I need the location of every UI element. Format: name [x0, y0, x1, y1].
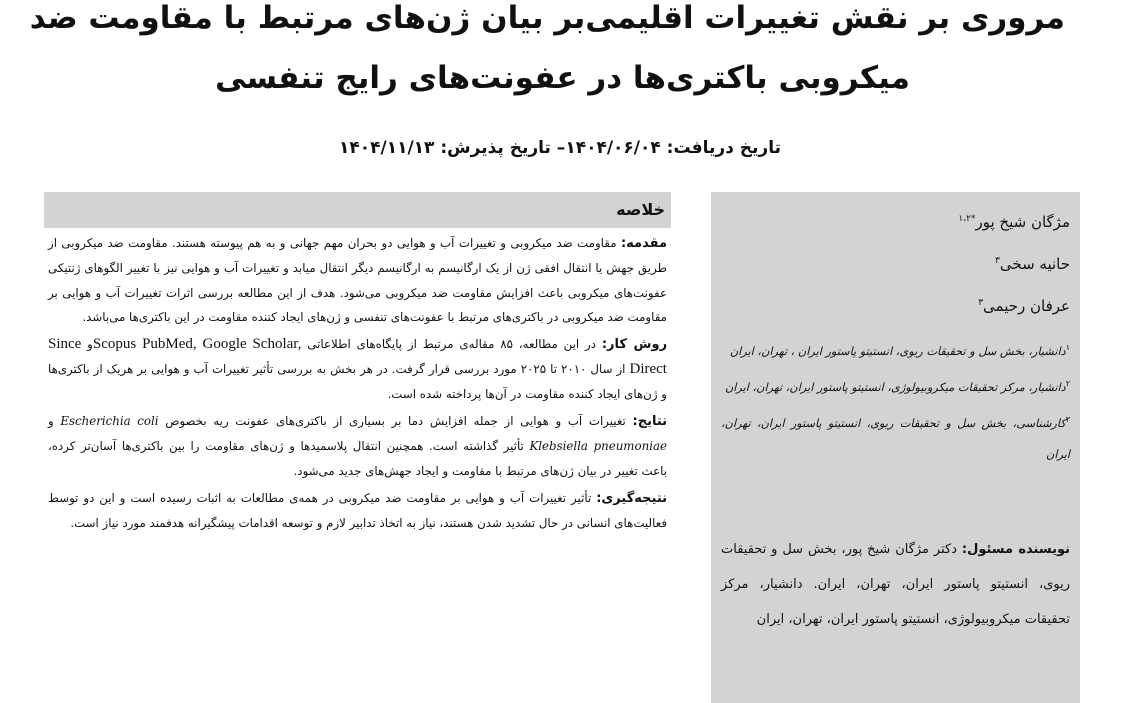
- author-2: [730, 242, 1070, 284]
- author-affiliation-marker: ۳: [978, 298, 984, 308]
- author-name: حانیه سخی: [999, 255, 1070, 273]
- methods-database-direct: Since Direct: [48, 336, 667, 378]
- received-accepted-dates: تاریخ دریافت: ۱۴۰۴/۰۶/۰۴– تاریخ پذیرش: ۱۴۰۴/۱۱/۱۳: [339, 138, 781, 158]
- abstract-body: [44, 228, 671, 536]
- corresponding-author-label: نویسنده مسئول:: [961, 542, 1070, 557]
- affiliation-text: دانشیار، مرکز تحقیقات میکروبیولوژی، انستیتو پاستور ایران، تهران، ایران: [724, 380, 1066, 394]
- abstract-conclusion: [48, 486, 667, 536]
- abstract-introduction: [48, 231, 667, 329]
- conclusion-label: نتیجه‌گیری:: [596, 490, 668, 506]
- species-escherichia-coli: Escherichia coli: [60, 414, 159, 429]
- affiliation-marker: ۱: [1065, 343, 1070, 352]
- corresponding-author: [721, 532, 1070, 637]
- affiliation-marker: ۲: [1065, 378, 1070, 388]
- abstract-heading: خلاصه: [44, 192, 671, 228]
- author-affiliation-marker: *۱،۲: [958, 214, 976, 224]
- author-affiliation-marker: ۳: [995, 256, 1000, 266]
- results-text-b: تأثیر گذاشته است. همچنین انتقال پلاسمیدها و ژن‌های مقاومت را بین باکتری‌ها آسان‌تر کرده، باعث تغییر در بیان ژن‌های مرتبط با مقاومت و ایجاد جهش‌های جدید می‌شود.: [48, 439, 667, 478]
- species-klebsiella-pneumoniae: Klebsiella pneumoniae: [529, 439, 667, 454]
- introduction-label: مقدمه:: [620, 236, 667, 251]
- affiliation-3: [721, 404, 1070, 472]
- author-name: عرفان رحیمی: [983, 297, 1070, 315]
- affiliation-marker: ۳: [1065, 414, 1070, 424]
- methods-and: و: [87, 337, 93, 352]
- author-3: [730, 284, 1070, 326]
- conclusion-text: تأثیر تغییرات آب و هوایی بر مقاومت ضد میکروبی در همه‌ی مطالعات به اثبات رسیده است و این دو توسط فعالیت‌های انسانی در حال تشدید شدن هستند، نیاز به اتخاذ تدابیر لازم و توسعه اقدامات پیشگیرانه هدفمند مورد نیاز است.: [48, 490, 667, 531]
- author-name: مژگان شیخ پور: [975, 213, 1070, 231]
- results-and: و: [48, 414, 54, 429]
- abstract-section: [44, 192, 671, 703]
- methods-database-list: PubMed, Google Scholar,: [142, 336, 302, 353]
- affiliation-text: دانشیار، بخش سل و تحقیقات ریوی، انستیتو پاستور ایران ، تهران، ایران: [729, 344, 1066, 358]
- author-list: [730, 200, 1070, 326]
- affiliation-text: کارشناسی، بخش سل و تحقیقات ریوی، انستیتو پاستور ایران، تهران، ایران: [721, 416, 1070, 462]
- affiliation-2: [721, 368, 1070, 404]
- affiliation-list: [721, 332, 1070, 471]
- methods-database-scopus: Scopus: [92, 336, 137, 353]
- results-label: نتایج:: [632, 414, 668, 430]
- results-text-a: تغییرات آب و هوایی از جمله افزایش دما بر بسیاری از باکتری‌های عفونت ریه بخصوص: [165, 414, 626, 429]
- abstract-results: [48, 409, 667, 483]
- author-1: [730, 200, 1070, 242]
- methods-text-b: از سال ۲۰۱۰ تا ۲۰۲۵ مورد بررسی قرار گرفت. در هر بخش به بررسی تأثیر تغییرات آب و هوایی بر هریک از باکتری‌ها و ژن‌های ایجاد کننده مقاومت در آن‌ها پرداخته شده است.: [48, 362, 667, 401]
- methods-label: روش کار:: [601, 337, 668, 353]
- article-title-line-1: مروری بر نقش تغییرات اقلیمی‌بر بیان ژن‌های مرتبط با مقاومت ضد: [29, 0, 1065, 36]
- introduction-text: مقاومت ضد میکروبی و تغییرات آب و هوایی دو بحران مهم جهانی و به هم پیوسته هستند. مقاومت ضد میکروبی از طریق جهش یا انتقال افقی ژن از یک ارگانیسم به ارگانیسم دیگر انتقال میابد و تغییرات آب و هوایی نیز با تغییر الگوهای ژنتیکی عفونت‌های میکروبی باعث افزایش مقاومت ضد میکروبی می‌شود. هدف از این مطالعه بررسی اثرات تغییرات آب و هوایی بر مقاومت ضد میکروبی در باکتری‌های مرتبط با عفونت‌های تنفسی و ژن‌های ایجاد کننده مقاومت در این باکتری‌ها می‌باشد.: [48, 236, 667, 324]
- affiliation-1: [721, 332, 1070, 368]
- methods-text-a: در این مطالعه، ۸۵ مقاله‌ی مرتبط از پایگاه‌های اطلاعاتی: [307, 337, 596, 352]
- author-info-panel: [711, 192, 1080, 703]
- article-title-line-2: میکروبی باکتری‌ها در عفونت‌های رایج تنفسی: [215, 60, 910, 96]
- corresponding-author-text: دکتر مژگان شیخ پور، بخش سل و تحقیقات ریوی، انستیتو پاستور ایران، تهران، ایران. دانشیار، مرکز تحقیقات میکروبیولوژی، انستیتو پاستور ایران، تهران، ایران: [721, 542, 1070, 627]
- abstract-methods: [48, 332, 667, 406]
